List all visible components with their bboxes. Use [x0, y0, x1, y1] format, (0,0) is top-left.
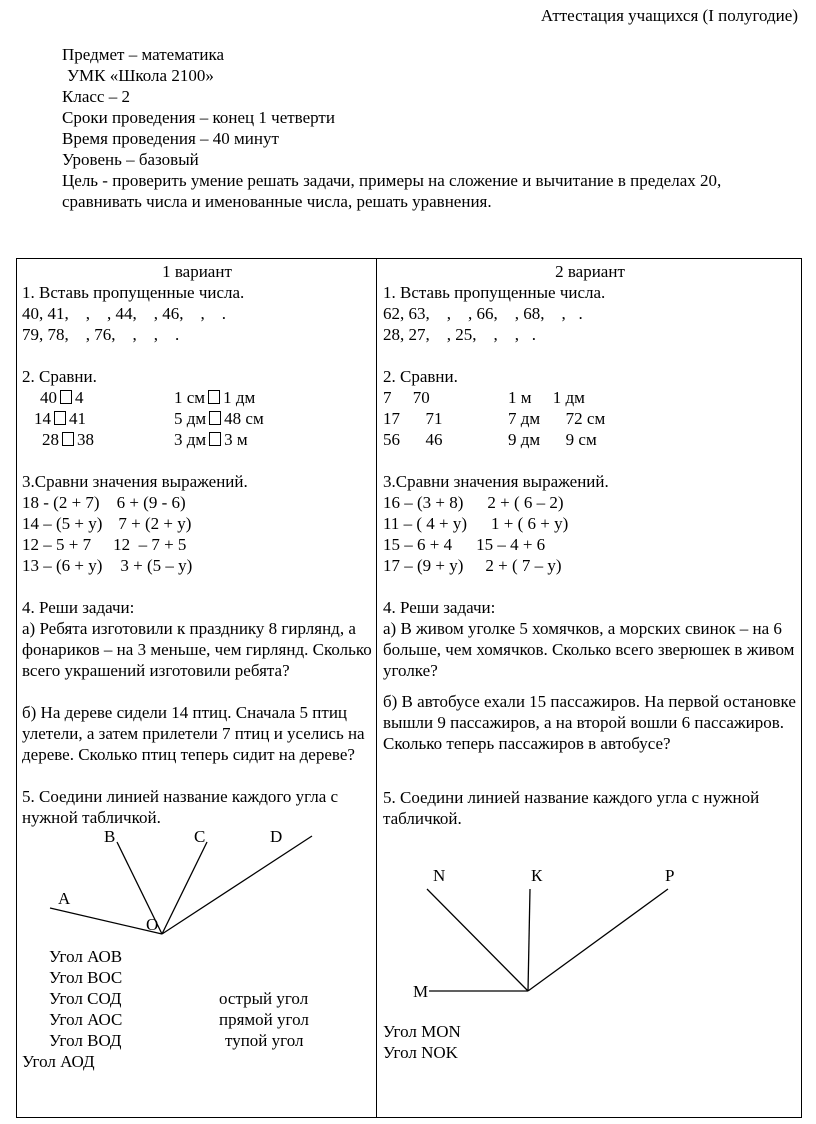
- angle-diagram-1: [22, 828, 372, 946]
- compare-left: 17 71: [383, 409, 443, 428]
- compare-left: 5 дм: [174, 409, 207, 428]
- expr-left: 13 – (6 + у): [22, 556, 103, 575]
- variant-1-title: 1 вариант: [162, 262, 232, 281]
- expr-left: 18 - (2 + 7): [22, 493, 100, 512]
- expr-right: 2 + ( 7 – у): [485, 556, 562, 575]
- compare-left: 3 дм: [174, 430, 207, 449]
- variants-table: [16, 258, 802, 1118]
- expr-right: 6 + (9 - 6): [116, 493, 186, 512]
- compare-right: 48 см: [224, 409, 264, 428]
- angle-diagram-2: [383, 829, 797, 1021]
- compare-left: 56 46: [383, 430, 443, 449]
- point-k-label: К: [531, 866, 543, 885]
- task-4b-text: б) В автобусе ехали 15 пассажиров. На первой остановке вышли 9 пассажиров, а на второй вошли 6 пассажиров. Сколько теперь пассажиров в автобусе?: [383, 692, 796, 753]
- compare-right: 7 дм 72 см: [508, 409, 606, 428]
- point-o-label: О: [146, 915, 159, 934]
- angle-label: Угол АОС: [49, 1010, 123, 1029]
- variant-2-column: [383, 261, 797, 1063]
- compare-right: 41: [69, 409, 86, 428]
- meta-time: Время проведения – 40 минут: [62, 129, 279, 148]
- expr-left: 12 – 5 + 7: [22, 535, 92, 554]
- meta-level: Уровень – базовый: [62, 150, 199, 169]
- meta-grade: Класс – 2: [62, 87, 130, 106]
- expr-right: 1 + ( 6 + у): [491, 514, 569, 533]
- compare-right: 3 м: [224, 430, 248, 449]
- task-2-heading: 2. Сравни.: [22, 367, 97, 386]
- column-divider: [376, 259, 377, 1117]
- angle-label: Угол NOK: [383, 1043, 458, 1062]
- angle-label: Угол АОВ: [49, 947, 123, 966]
- task-1-heading: 1. Вставь пропущенные числа.: [383, 283, 606, 302]
- expr-right: 2 + ( 6 – 2): [487, 493, 564, 512]
- compare-left: 28: [42, 430, 59, 449]
- task-3-heading: 3.Сравни значения выражений.: [383, 472, 609, 491]
- task-5-heading: 5. Соедини линией название каждого угла с нужной табличкой.: [383, 788, 760, 828]
- task-1-heading: 1. Вставь пропущенные числа.: [22, 283, 245, 302]
- angle-label: Угол ВОД: [49, 1031, 122, 1050]
- point-b-label: В: [104, 827, 116, 846]
- task-2-heading: 2. Сравни.: [383, 367, 458, 386]
- point-a-label: А: [58, 889, 71, 908]
- angle-figure-2: [383, 829, 797, 1021]
- compare-row: [22, 408, 372, 429]
- compare-right: 9 дм 9 см: [508, 430, 597, 449]
- task-1-line-1: 62, 63, , , 66, , 68, , .: [383, 304, 583, 323]
- expr-right: 7 + (2 + у): [118, 514, 192, 533]
- task-4b-text: б) На дереве сидели 14 птиц. Сначала 5 птиц улетели, а затем прилетели 7 птиц и уселись на дереве. Сколько птиц теперь сидит на дереве?: [22, 703, 365, 764]
- task-1-line-2: 28, 27, , 25, , , .: [383, 325, 536, 344]
- meta-umk: УМК «Школа 2100»: [67, 66, 214, 85]
- compare-box-icon: [209, 432, 221, 446]
- compare-box-icon: [208, 390, 220, 404]
- expr-left: 15 – 6 + 4: [383, 535, 453, 554]
- angle-type-label: прямой угол: [219, 1010, 309, 1029]
- angle-type-label: тупой угол: [225, 1031, 304, 1050]
- expr-left: 16 – (3 + 8): [383, 493, 464, 512]
- compare-left: 14: [34, 409, 51, 428]
- compare-right: 4: [75, 388, 84, 407]
- task-3-heading: 3.Сравни значения выражений.: [22, 472, 248, 491]
- compare-right: 1 дм: [223, 388, 256, 407]
- angle-type-label: острый угол: [219, 989, 309, 1008]
- angle-label: Угол АОД: [22, 1052, 95, 1071]
- page-header-title: Аттестация учащихся (I полугодие): [540, 6, 798, 25]
- meta-block: [62, 44, 782, 212]
- meta-subject: Предмет – математика: [62, 45, 225, 64]
- expr-right: 12 – 7 + 5: [113, 535, 187, 554]
- task-1-line-2: 79, 78, , 76, , , .: [22, 325, 180, 344]
- compare-left: 40: [40, 388, 57, 407]
- compare-right: 1 м 1 дм: [508, 388, 585, 407]
- variant-2-title: 2 вариант: [555, 262, 625, 281]
- compare-left: 7 70: [383, 388, 430, 407]
- point-d-label: D: [270, 827, 283, 846]
- expr-left: 11 – ( 4 + у): [383, 514, 468, 533]
- expr-right: 15 – 4 + 6: [476, 535, 546, 554]
- task-4-heading: 4. Реши задачи:: [22, 598, 135, 617]
- compare-row: [22, 429, 372, 450]
- point-p-label: Р: [665, 866, 675, 885]
- compare-left: 1 см: [174, 388, 206, 407]
- task-4-heading: 4. Реши задачи:: [383, 598, 496, 617]
- compare-box-icon: [54, 411, 66, 425]
- compare-box-icon: [60, 390, 72, 404]
- task-1-line-1: 40, 41, , , 44, , 46, , .: [22, 304, 226, 323]
- point-m-label: М: [413, 982, 429, 1001]
- compare-box-icon: [209, 411, 221, 425]
- compare-right: 38: [77, 430, 94, 449]
- angle-label: Угол ВОС: [49, 968, 123, 987]
- angle-label: Угол MON: [383, 1022, 461, 1041]
- task-5-heading: 5. Соедини линией название каждого угла с нужной табличкой.: [22, 787, 339, 827]
- expr-left: 17 – (9 + у): [383, 556, 464, 575]
- task-4a-text: а) В живом уголке 5 хомячков, а морских свинок – на 6 больше, чем хомячков. Сколько всего зверюшек в живом уголке?: [383, 619, 795, 680]
- meta-terms: Сроки проведения – конец 1 четверти: [62, 108, 335, 127]
- task-4a-text: а) Ребята изготовили к празднику 8 гирлянд, а фонариков – на 3 меньше, чем гирлянд. Сколько всего украшений изготовили ребята?: [22, 619, 372, 680]
- variant-1-column: [22, 261, 372, 1072]
- point-c-label: С: [194, 827, 206, 846]
- expr-left: 14 – (5 + у): [22, 514, 103, 533]
- compare-box-icon: [62, 432, 74, 446]
- angle-label: Угол СОД: [49, 989, 122, 1008]
- meta-goal: Цель - проверить умение решать задачи, примеры на сложение и вычитание в пределах 20, сравнивать числа и именованные числа, решать уравнения.: [62, 171, 722, 211]
- expr-right: 3 + (5 – у): [120, 556, 193, 575]
- point-n-label: N: [433, 866, 446, 885]
- compare-row: [22, 387, 372, 408]
